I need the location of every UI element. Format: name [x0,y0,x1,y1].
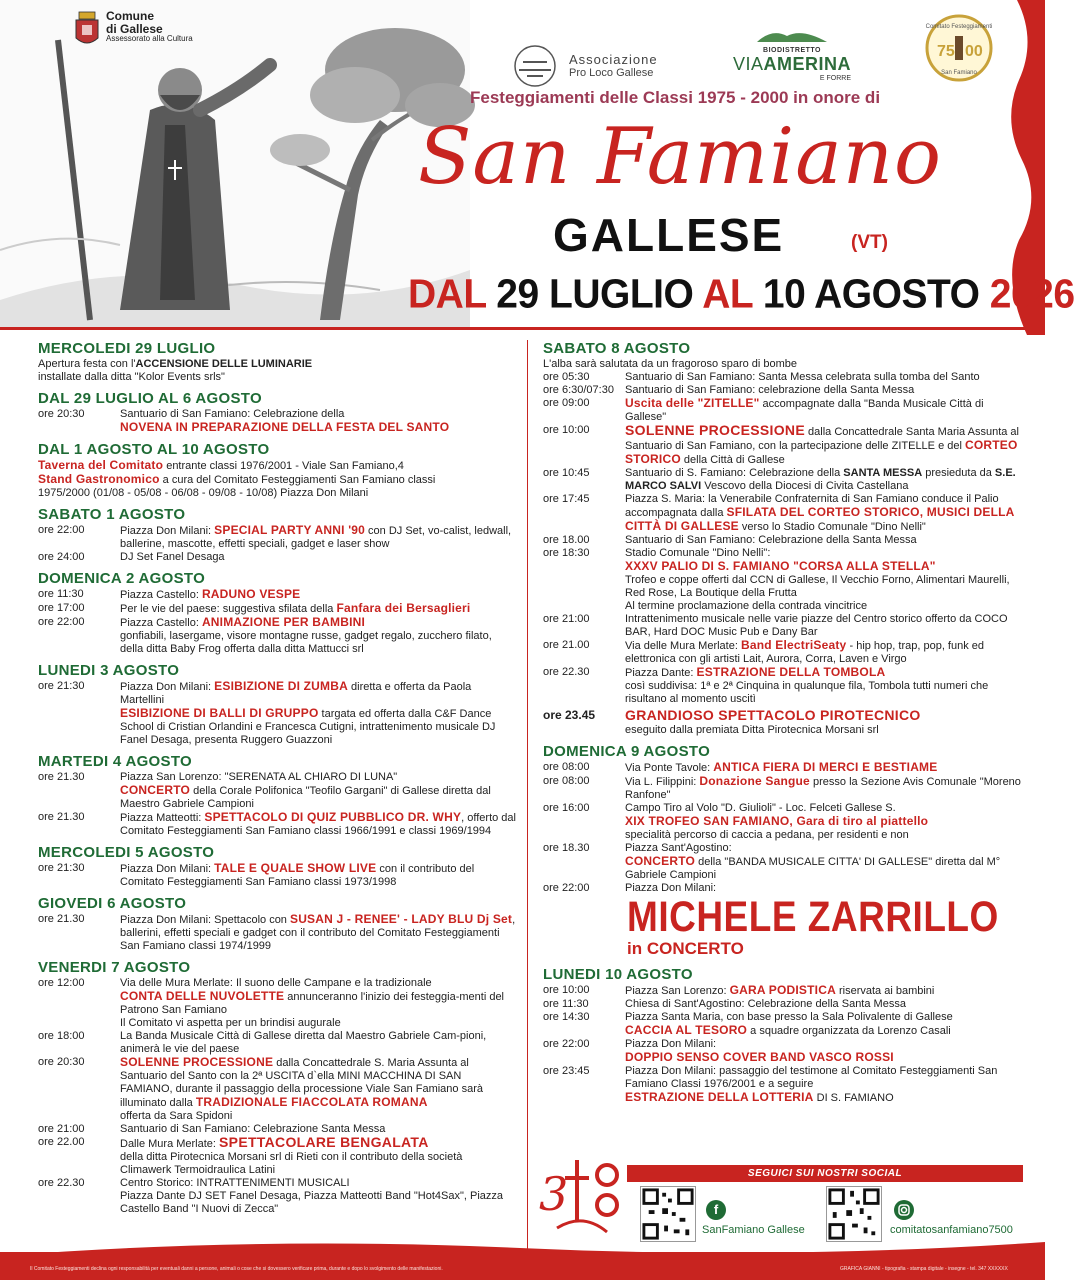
comune-logo [74,10,193,50]
7500-emblem-icon [537,1140,629,1240]
proloco-name: Associazione [569,51,658,67]
text: Vescovo della Diocesi di Civita Castellana [701,480,909,492]
text: targata ed offerta dalla C&F Dance School di Cristian Orlandini e Francesca Cutigni, intrattenimento musicale DJ Fanel Desaga, presenta Ruggero Guazzoni [120,708,496,746]
comune-name: Comune [106,9,154,23]
event-time: ore 05:30 [543,371,590,383]
event-time: ore 22:00 [38,616,85,628]
text: Via delle Mura Merlate: Il suono delle Campane e la tradizionale [120,977,432,989]
event-row [543,709,1021,737]
event-desc [120,862,516,889]
svg-text:3: 3 [539,1167,569,1221]
highlight: SPETTACOLARE BENGALATA [219,1134,429,1150]
day-block [38,506,516,564]
text: della "BANDA MUSICALE CITTA' DI GALLESE" diretta dal M° Gabriele Campioni [625,856,1001,881]
province: (VT) [851,232,888,253]
text: della ditta Pirotecnica Morsani srl di Rieti con il contributo della società Climawerk Termoidraulica Latini [120,1151,463,1176]
event-time: ore 18.00 [543,534,590,546]
highlight: Band ElectriSeaty [740,638,847,652]
text: Trofeo e coppe offerti dal CCN di Gallese, Il Vecchio Forno, Alimentari Maurelli, Red Rose, La Boutique della Frutta [625,574,1010,599]
day-title: VENERDI 7 AGOSTO [38,959,191,976]
program-left-column [38,340,516,1222]
proloco-emblem-icon [505,44,565,88]
event-desc [120,771,516,811]
event-time: ore 22.00 [38,1136,85,1148]
amerina-logo [733,28,851,82]
highlight: SFILATA DEL CORTEO STORICO, MUSICI DELLA CITTÀ DI GALLESE [625,505,1015,533]
text-bold: S.E. MARCO SALVI [625,467,1016,492]
headliner-sub: in CONCERTO [627,939,744,958]
event-row [543,802,1021,842]
event-time: ore 22:00 [38,524,85,536]
day-block [38,340,516,384]
event-time: ore 21:00 [543,613,590,625]
day-title: LUNEDI 3 AGOSTO [38,662,180,679]
event-row [543,1011,1021,1038]
event-time: ore 10:45 [543,467,590,479]
event-time: ore 20:30 [38,1056,85,1068]
text: con DJ Set, vo-calist, ledwall, ballerine, mascotte, effetti speciali, gadget e laser show [120,525,512,550]
highlight: SUSAN J - RENEE' - LADY BLU Dj Set [289,912,513,926]
event-time: ore 16:00 [543,802,590,814]
highlight: ESIBIZIONE DI BALLI DI GRUPPO [120,706,319,720]
event-desc [625,639,1021,666]
day-title: SABATO 8 AGOSTO [543,340,691,357]
text: riservata ai bambini [835,985,935,997]
event-row [543,613,1021,639]
event-time: ore 18.30 [543,842,590,854]
highlight: DOPPIO SENSO COVER BAND VASCO ROSSI [625,1050,894,1064]
text: Via L. Filippini: [625,776,700,788]
text: Via delle Mura Merlate: [625,640,741,652]
event-desc [120,408,516,435]
text: , offerto dal Comitato Festeggiamenti San Famiano classi 1966/1991 e classi 1969/1994 [120,812,516,837]
event-row [38,680,516,747]
text: Piazza San Lorenzo: "SERENATA AL CHIARO DI LUNA" [120,771,398,783]
event-time: ore 21:30 [38,680,85,692]
event-time: ore 22.30 [38,1177,85,1189]
text: Via Ponte Tavole: [625,762,714,774]
event-time: ore 08:00 [543,775,590,787]
event-row [38,1177,516,1216]
day-title: DOMENICA 9 AGOSTO [543,743,711,760]
event-desc [625,761,1021,775]
event-desc [625,397,1021,424]
footer-credit: GRAFICA GIANNI - tipografia - stampa digitale - insegne - tel. 347 XXXXXX [840,1266,1008,1272]
headliner-name: MICHELE ZARRILLO [627,892,999,940]
event-row [38,771,516,811]
event-row [543,666,1021,706]
event-time: ore 23:45 [543,1065,590,1077]
event-desc [120,913,516,953]
highlight: TRADIZIONALE FIACCOLATA ROMANA [195,1095,428,1109]
text: dalla Concattedrale S. Maria Assunta al Santuario del Santo con la 2ª USCITA d`ella MINI MACCHINA DI SAN FAMIANO, durante il passaggio della processione Viale San Famiano sarà illuminato dalla [120,1057,483,1109]
day-title: MARTEDI 4 AGOSTO [38,753,192,770]
saint-illustration [0,0,470,328]
event-row [543,1038,1021,1065]
event-row [38,1136,516,1177]
proloco-logo [505,44,658,88]
event-time: ore 22.30 [543,666,590,678]
event-desc [625,547,1021,613]
event-desc: Piazza Don Milani: [625,882,717,894]
facebook-icon[interactable]: f [706,1200,726,1220]
dates-al: AL [702,272,753,318]
event-row [38,1056,516,1123]
event-row [543,639,1021,666]
event-row [543,998,1021,1011]
day-intro [38,473,516,487]
text: Piazza Don Milani: Spettacolo con [120,914,290,926]
text: presieduta da [922,467,995,479]
highlight: SOLENNE PROCESSIONE [625,422,805,438]
comitato-badge-icon [925,14,993,82]
event-time: ore 14:30 [543,1011,590,1023]
highlight: Uscita delle "ZITELLE" [625,396,760,410]
event-time: ore 10:00 [543,424,590,436]
text: entrante classi 1976/2001 - Viale San Famiano,4 [163,460,404,472]
highlight: Fanfara dei Bersaglieri [336,601,471,615]
highlight: XIX TROFEO SAN FAMIANO, Gara di tiro al piattello [625,814,929,828]
text: offerta da Sara Spidoni [120,1110,233,1122]
event-row [38,811,516,838]
event-time: ore 11:30 [543,998,589,1010]
comune-name-2: di Gallese [106,21,163,36]
dates-from: 29 LUGLIO [496,272,694,318]
day-block [38,441,516,500]
badge-bottom-text: San Famiano [941,70,977,76]
event-time: ore 17:00 [38,602,85,614]
footer-disclaimer: Il Comitato Festeggiamenti declina ogni responsabilità per eventuali danni a persone, animali o cose che si dovessero verificare prima, durante e dopo lo svolgimento delle manifestazioni. [30,1266,443,1272]
highlight: GARA PODISTICA [729,983,836,997]
text: Piazza Santa Maria, con base presso la Sala Polivalente di Gallese [625,1011,953,1023]
event-time: ore 12:00 [38,977,85,989]
day-block [38,844,516,889]
highlight: SOLENNE PROCESSIONE [120,1055,274,1069]
day-intro: L'alba sarà salutata da un fragoroso sparo di bombe [543,358,798,370]
day-block [38,895,516,953]
text: Piazza San Lorenzo: [625,985,730,997]
highlight: CONCERTO [120,783,191,797]
text: Piazza S. Maria: la Venerabile Confraternita di San Famiano conduce il Palio accompagnata dalla [625,493,999,519]
event-desc [625,424,1021,467]
hills-icon [757,28,827,42]
event-time: ore 09:00 [543,397,590,409]
text: Piazza Don Milani: [120,681,215,693]
day-intro: installate dalla ditta "Kolor Events srls" [38,371,225,383]
event-desc [625,775,1021,802]
event-row [38,862,516,889]
text: Piazza Matteotti: [120,812,205,824]
event-desc: Santuario di San Famiano: celebrazione della Santa Messa [625,384,915,396]
event-time: ore 21:30 [38,862,85,874]
text: Piazza Dante DJ SET Fanel Desaga, Piazza Matteotti Band "Hot4Sax", Piazza Castello Band "I Nuovi di Zecca" [120,1190,504,1215]
day-block [38,959,516,1216]
column-divider [527,340,528,1262]
text: Il Comitato vi aspetta per un brindisi augurale [120,1017,341,1029]
day-block [543,743,1021,960]
proloco-sub: Pro Loco Gallese [569,67,654,80]
highlight: ESIBIZIONE DI ZUMBA [214,679,348,693]
highlight: ESTRAZIONE DELLA LOTTERIA [625,1090,814,1104]
highlight: SPECIAL PARTY ANNI '90 [214,523,365,537]
text: Piazza Don Milani: [625,1038,717,1050]
event-title: San Famiano [418,112,942,202]
event-time: ore 6:30/07:30 [543,384,614,396]
text: presso la Sezione Avis Comunale "Moreno Ranfone" [625,776,1021,801]
event-time: ore 22:00 [543,1038,590,1050]
text: Piazza Don Milani: passaggio del testimone al Comitato Festeggiamenti San Famiano Classi 1976/2001 e a seguire [625,1065,998,1090]
text: annunceranno l'inizio dei festeggia-menti del Patrono San Famiano [120,991,504,1016]
text: Santuario di S. Famiano: Celebrazione della [625,467,844,479]
amerina-name: AMERINA [763,54,852,74]
text: Centro Storico: INTRATTENIMENTI MUSICALI [120,1177,350,1189]
event-time: ore 24:00 [38,551,85,563]
text: , ballerini, effetti speciali e gadget con il contributo del Comitato Festeggiamenti San Famiano classi 1974/1999 [120,914,516,952]
text: specialità percorso di caccia a pedana, per residenti e non [625,829,909,841]
text: diretta e offerta da Paola Martellini [120,681,472,706]
town-name: GALLESE [553,209,785,261]
text: Campo Tiro al Volo "D. Giulioli" - Loc. Felceti Gallese S. [625,802,896,814]
event-dates [408,272,1075,318]
text: Piazza Sant'Agostino: [625,842,732,854]
text: della Città di Gallese [680,454,785,466]
text: - hip hop, trap, pop, funk ed elettronica con gli artisti Lait, Aurora, Corra, Laven e Virgo [625,640,985,665]
highlight: Donazione Sangue [699,774,810,788]
text: Apertura festa con l' [38,358,136,370]
event-time: ore 17:45 [543,493,590,505]
event-desc [625,666,1021,706]
dates-to: 10 AGOSTO [762,272,980,318]
highlight: RADUNO VESPE [201,587,301,601]
event-desc: Santuario di San Famiano: Santa Messa celebrata sulla tomba del Santo [625,371,980,383]
text: gonfiabili, lasergame, visore montagne russe, gadget regalo, zucchero filato, della ditta Baby Frog offerta dalla ditta Mattucci srl [120,630,492,655]
day-title: MERCOLEDI 5 AGOSTO [38,844,215,861]
event-desc [625,1011,1021,1038]
header-divider [0,327,1045,330]
program-right-column [543,340,1021,1111]
event-time: ore 18:30 [543,547,590,559]
event-desc [625,1038,1021,1065]
event-time: ore 21.30 [38,913,85,925]
event-time: ore 10:00 [543,984,590,996]
text: Dalle Mura Merlate: [120,1138,220,1150]
event-row [543,371,1021,384]
highlight: ANIMAZIONE PER BAMBINI [201,615,366,629]
event-row [38,524,516,551]
highlight: TALE E QUALE SHOW LIVE [214,861,377,875]
event-row [543,1065,1021,1105]
text: eseguito dalla premiata Ditta Pirotecnica Morsani srl [625,724,879,736]
highlight: ANTICA FIERA DI MERCI E BESTIAME [713,760,938,774]
text: accompagnate dalla "Banda Musicale Città di Gallese" [625,398,984,423]
event-desc [625,802,1021,842]
event-desc [120,1056,516,1123]
event-row [38,602,516,616]
text: Piazza Don Milani: [120,863,215,875]
highlight: CACCIA AL TESORO [625,1023,748,1037]
event-row [543,761,1021,775]
instagram-icon[interactable] [894,1200,914,1220]
day-block [543,340,1021,737]
qr-code-facebook[interactable] [640,1186,696,1242]
event-row [543,493,1021,534]
text: della Corale Polifonica "Teofilo Gargani" di Gallese diretta dal Maestro Gabriele Campioni [120,785,491,810]
event-time: ore 21.30 [38,771,85,783]
dates-dal: DAL [408,272,486,318]
text: verso lo Stadio Comunale "Dino Nelli" [738,521,926,533]
amerina-label: BIODISTRETTO [763,47,821,54]
event-desc [625,493,1021,534]
event-desc [120,588,516,602]
event-desc [120,1177,516,1216]
day-title: DAL 1 AGOSTO AL 10 AGOSTO [38,441,270,458]
event-row [38,551,516,564]
event-desc [625,984,1021,998]
day-title: SABATO 1 AGOSTO [38,506,186,523]
highlight: ESTRAZIONE DELLA TOMBOLA [696,665,886,679]
event-time: ore 21.30 [38,811,85,823]
day-intro [38,358,516,371]
event-desc: Intrattenimento musicale nelle varie piazze del Centro storico offerto da COCO BAR, Hard DOC Music Pub e Dany Bar [625,613,1008,638]
text: con il contributo del Comitato Festeggiamenti San Famiano classi 1973/1998 [120,863,475,888]
event-desc [120,680,516,747]
event-time: ore 21:00 [38,1123,85,1135]
comune-subtitle: Assessorato alla Cultura [106,34,193,44]
event-subtitle: Festeggiamenti delle Classi 1975 - 2000 in onore di [470,88,881,107]
event-row [38,616,516,656]
event-row [543,397,1021,424]
event-time: ore 21.00 [543,639,590,651]
event-desc [120,616,516,656]
event-row [38,588,516,602]
amerina-via: VIA [733,54,764,74]
text-bold: ACCENSIONE DELLE LUMINARIE [135,358,313,370]
day-block [38,753,516,838]
event-desc [625,842,1021,882]
text: Per le vie del paese: suggestiva sfilata della [120,603,337,615]
badge-top-text: Comitato Festeggiamenti [925,24,993,30]
text: Piazza Dante: [625,667,697,679]
text: Santuario di San Famiano: Celebrazione della [120,408,345,420]
event-desc [120,977,516,1030]
highlight: CONTA DELLE NUVOLETTE [120,989,285,1003]
event-row [38,408,516,435]
highlight: NOVENA IN PREPARAZIONE DELLA FESTA DEL SANTO [120,420,450,434]
event-row [38,1030,516,1056]
day-title: DAL 29 LUGLIO AL 6 AGOSTO [38,390,262,407]
crest-icon [74,10,100,50]
text: DI S. FAMIANO [813,1092,894,1104]
event-desc [120,811,516,838]
event-row [543,384,1021,397]
badge-75: 75 [937,43,955,60]
event-desc [120,1136,516,1177]
day-title: MERCOLEDI 29 LUGLIO [38,340,216,357]
day-title: GIOVEDI 6 AGOSTO [38,895,187,912]
highlight: GRANDIOSO SPETTACOLO PIROTECNICO [625,707,921,723]
event-row [543,984,1021,998]
text: Piazza Don Milani: [120,525,215,537]
social-banner: SEGUICI SUI NOSTRI SOCIAL [627,1165,1023,1182]
event-desc [120,524,516,551]
highlight: CORTEO STORICO [625,438,1018,466]
event-time: ore 11:30 [38,588,84,600]
text: Stadio Comunale "Dino Nelli": [625,547,771,559]
day-block [38,570,516,656]
event-row [543,424,1021,467]
event-row [543,842,1021,882]
day-block [543,966,1021,1105]
facebook-handle[interactable]: SanFamiano Gallese [702,1224,805,1236]
day-intro: 1975/2000 (01/08 - 05/08 - 06/08 - 09/08 - 10/08) Piazza Don Milani [38,487,369,499]
event-desc: La Banda Musicale Città di Gallese diretta dal Maestro Gabriele Cam-pioni, animerà le vie del paese [120,1030,487,1055]
text: così suddivisa: 1ª e 2ª Cinquina in qualunque fila, Tombola tutti numeri che risultano al momento uscitì [625,680,989,705]
event-desc: DJ Set Fanel Desaga [120,551,225,563]
day-block [38,662,516,747]
event-desc [625,1065,1021,1105]
event-desc [625,709,1021,737]
event-desc [625,467,1021,493]
highlight: CONCERTO [625,854,696,868]
event-row [543,534,1021,547]
event-time: ore 22:00 [543,882,590,894]
highlight: SPETTACOLO DI QUIZ PUBBLICO DR. WHY [204,810,462,824]
event-row [543,467,1021,493]
event-time: ore 23.45 [543,708,596,722]
poster-header [0,0,1075,328]
day-title: DOMENICA 2 AGOSTO [38,570,206,587]
highlight: Taverna del Comitato [38,458,164,472]
instagram-handle[interactable]: comitatosanfamiano7500 [890,1224,1013,1236]
event-row [38,913,516,953]
event-row [38,977,516,1030]
day-intro [38,459,516,473]
event-desc [120,602,516,616]
highlight: XXXV PALIO DI S. FAMIANO "CORSA ALLA STELLA" [625,559,936,573]
event-row [543,775,1021,802]
text-bold: SANTA MESSA [843,467,923,479]
event-desc: Chiesa di Sant'Agostino: Celebrazione della Santa Messa [625,998,906,1010]
event-row [543,547,1021,613]
text: a squadre organizzata da Lorenzo Casali [747,1025,951,1037]
day-block [38,390,516,435]
headliner [543,894,1021,960]
event-desc: Santuario di San Famiano: Celebrazione della Santa Messa [625,534,917,546]
amerina-sub: E FORRE [819,75,852,82]
text: Al termine proclamazione della contrada vincitrice [625,600,868,612]
day-title: LUNEDI 10 AGOSTO [543,966,693,983]
event-time: ore 20:30 [38,408,85,420]
dates-year: 2026 [989,272,1075,318]
badge-00: 00 [965,43,983,60]
text: Piazza Castello: [120,589,202,601]
text: Piazza Castello: [120,617,202,629]
highlight: Stand Gastronomico [38,472,160,486]
text: a cura del Comitato Festeggiamenti San Famiano classi [159,474,436,486]
text: dalla Concattedrale Santa Maria Assunta al Santuario di San Famiano, con la partecipazione delle ZITELLE e del [625,426,1019,452]
event-desc: Santuario di San Famiano: Celebrazione Santa Messa [120,1123,386,1135]
event-time: ore 08:00 [543,761,590,773]
qr-code-instagram[interactable] [826,1186,882,1242]
event-time: ore 18:00 [38,1030,85,1042]
